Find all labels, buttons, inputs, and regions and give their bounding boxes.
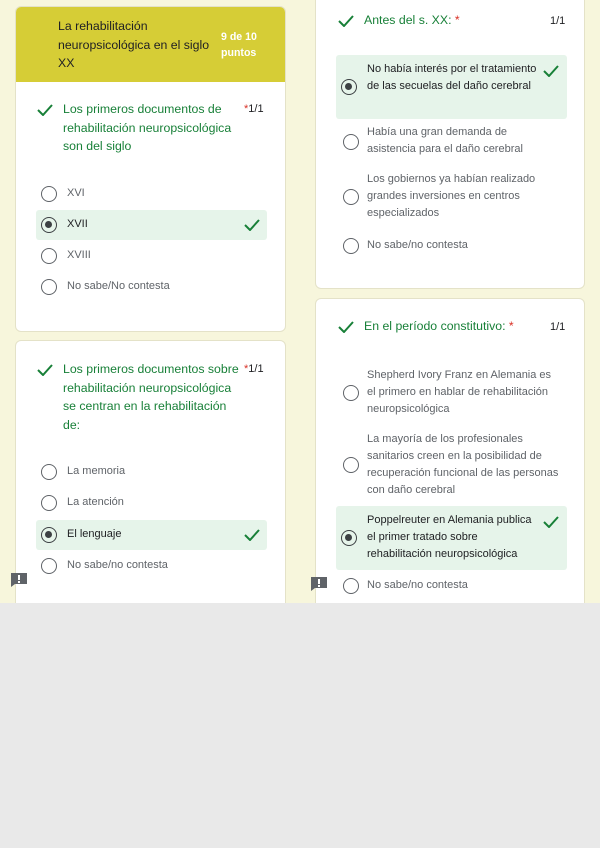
option-label: XVI — [67, 187, 85, 199]
radio-button-selected[interactable] — [341, 530, 357, 546]
check-icon — [543, 516, 559, 528]
check-icon — [37, 364, 53, 376]
question-card — [15, 340, 286, 603]
check-icon — [543, 65, 559, 77]
option-label: XVIII — [67, 249, 91, 261]
question-title — [364, 317, 554, 336]
option-label: No sabe/no contesta — [367, 239, 468, 251]
radio-button[interactable] — [41, 464, 57, 480]
required-mark: * — [508, 319, 514, 333]
radio-button[interactable] — [343, 578, 359, 594]
radio-button[interactable] — [41, 558, 57, 574]
question-score: 1/1 — [550, 15, 566, 27]
option-lenguaje[interactable] — [36, 520, 267, 550]
check-icon — [338, 15, 354, 27]
option-label: La atención — [67, 496, 124, 508]
question-title: Los primeros documentos sobre rehabilitación neuropsicológica se centran en la rehabilitación de: — [63, 362, 239, 432]
option-label: El lenguaje — [67, 528, 122, 540]
option-no-sabe[interactable] — [36, 551, 267, 581]
radio-button[interactable] — [343, 189, 359, 205]
radio-button[interactable] — [41, 495, 57, 511]
option-no-sabe[interactable] — [336, 231, 567, 261]
option-no-sabe[interactable] — [36, 272, 267, 302]
radio-button-selected[interactable] — [341, 79, 357, 95]
option-label: No sabe/no contesta — [367, 579, 468, 591]
option-franz[interactable] — [336, 365, 567, 421]
option-label: La memoria — [67, 465, 126, 477]
option-label: No sabe/no contesta — [67, 559, 168, 571]
option-label: Shepherd Ivory Franz en Alemania es el primero en hablar de rehabilitación neuropsicológica — [367, 369, 552, 415]
option-mayoria[interactable] — [336, 429, 567, 501]
option-label: XVII — [67, 218, 88, 230]
form-header-card — [15, 6, 286, 332]
required-mark: * — [244, 363, 249, 375]
option-label: Poppelreuter en Alemania publica el primer tratado sobre rehabilitación neuropsicológica — [367, 514, 532, 560]
question-score — [244, 103, 264, 115]
option-label: No sabe/No contesta — [67, 280, 170, 292]
left-column — [0, 0, 300, 603]
question-card — [315, 298, 585, 603]
question-score: 1/1 — [550, 321, 566, 333]
option-label: Los gobiernos ya habían realizado grandes inversiones en centros especializados — [367, 173, 536, 219]
radio-button[interactable] — [41, 248, 57, 264]
radio-button[interactable] — [343, 457, 359, 473]
question-card — [315, 0, 585, 289]
option-no-sabe[interactable] — [336, 571, 567, 601]
question-title — [364, 11, 544, 30]
option-memoria[interactable] — [36, 457, 267, 487]
option-atencion[interactable] — [36, 488, 267, 518]
form-title: La rehabilitación neuropsicológica en el siglo XX — [58, 19, 210, 71]
question-text: Antes del s. XX: — [364, 13, 452, 27]
required-mark: * — [244, 103, 249, 115]
option-gran-demanda[interactable] — [336, 122, 567, 162]
score-value: 1/1 — [248, 363, 264, 375]
question-text: En el período constitutivo: — [364, 319, 506, 333]
empty-area — [0, 603, 600, 848]
option-label: Había una gran demanda de asistencia para el daño cerebral — [367, 126, 523, 155]
option-label: No había interés por el tratamiento de las secuelas del daño cerebral — [367, 63, 537, 92]
right-column — [300, 0, 600, 603]
radio-button[interactable] — [41, 186, 57, 202]
required-mark: * — [454, 13, 460, 27]
option-xvi[interactable] — [36, 179, 267, 209]
option-no-interes[interactable] — [336, 55, 567, 119]
check-icon — [338, 321, 354, 333]
total-score: 9 de 10 puntos — [221, 31, 257, 59]
option-poppelreuter[interactable] — [336, 506, 567, 570]
score-value: 1/1 — [248, 103, 264, 115]
radio-button[interactable] — [343, 238, 359, 254]
option-xvii[interactable] — [36, 210, 267, 240]
option-gobiernos[interactable] — [336, 169, 567, 225]
radio-button-selected[interactable] — [41, 527, 57, 543]
question-score — [244, 363, 264, 375]
radio-button-selected[interactable] — [41, 217, 57, 233]
question-title: Los primeros documentos de rehabilitación neuropsicológica son del siglo — [63, 102, 232, 154]
radio-button[interactable] — [41, 279, 57, 295]
option-label: La mayoría de los profesionales sanitarios creen en la posibilidad de recuperación funcional de las personas con daño cerebral — [367, 433, 559, 496]
check-icon — [244, 219, 260, 231]
radio-button[interactable] — [343, 385, 359, 401]
option-xviii[interactable] — [36, 241, 267, 271]
check-icon — [244, 529, 260, 541]
radio-button[interactable] — [343, 134, 359, 150]
report-icon[interactable] — [10, 572, 28, 588]
report-icon[interactable] — [310, 576, 328, 592]
check-icon — [37, 104, 53, 116]
